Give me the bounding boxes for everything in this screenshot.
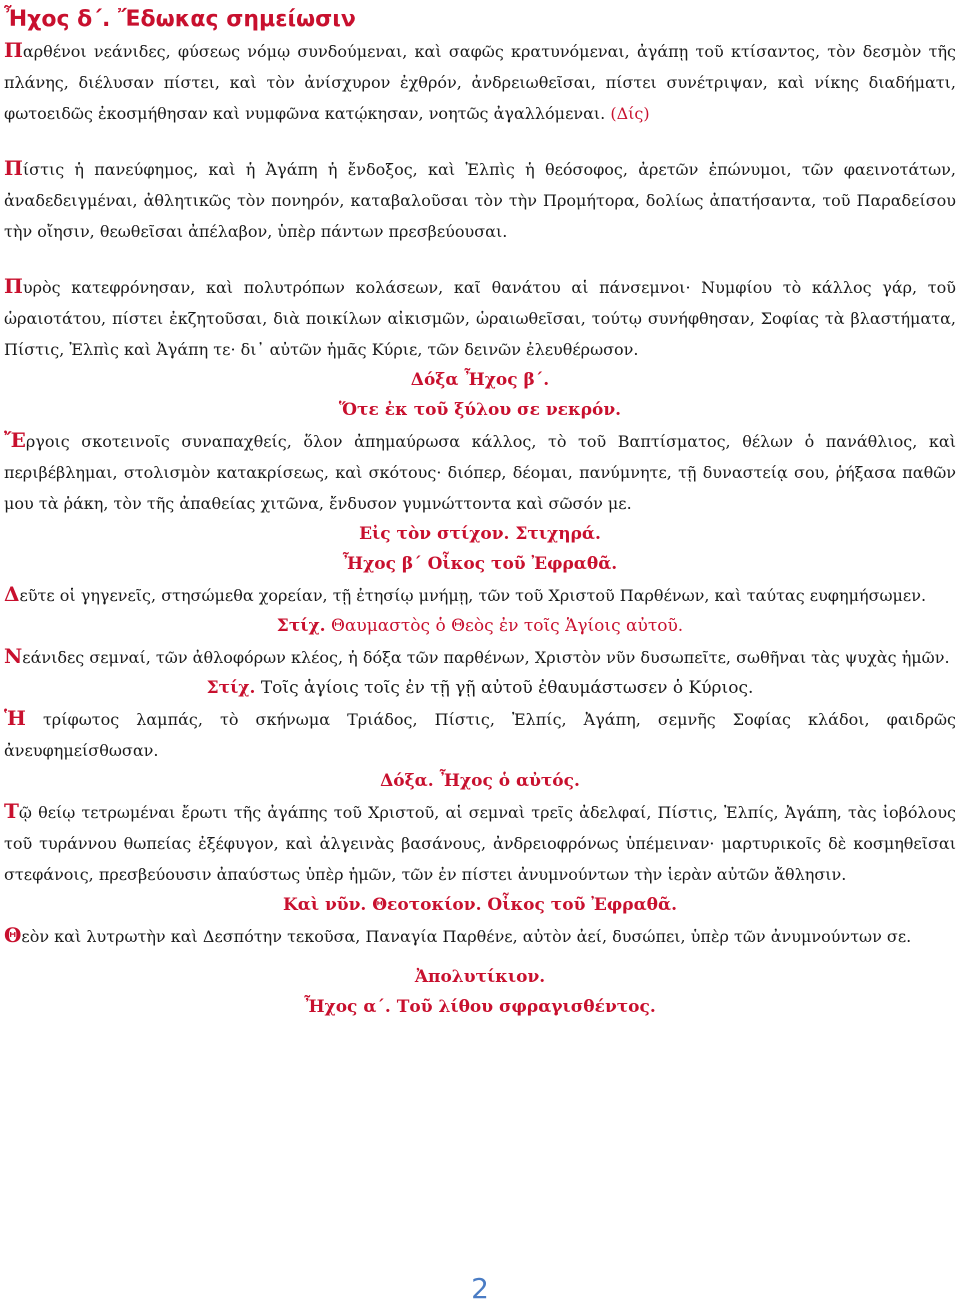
rubric-theotokion: Καὶ νῦν. Θεοτοκίον. Οἶκος τοῦ Ἐφραθᾶ. [282,895,677,915]
verse-line-1 [4,611,956,641]
paragraph-text: εὸν καὶ λυτρωτὴν καὶ Δεσπότην τεκοῦσα, Παναγία Παρθένε, αὐτὸν ἀεί, δυσώπει, ὑπὲρ τῶν ἀνυμνούντων σε. [21,927,912,946]
paragraph-text: εάνιδες σεμναί, τῶν ἀθλοφόρων κλέος, ἡ δόξα τῶν παρθένων, Χριστὸν νῦν δυσωπεῖτε, σωθῆναι τὰς ψυχὰς ἡμῶν. [22,648,950,667]
paragraph-text: ργοις σκοτεινοῖς συναπαχθείς, ὅλον ἀπημαύρωσα κάλλος, τὸ τοῦ Βαπτίσματος, θέλων ὁ πανάθλιος, καὶ περιβέβλημαι, στολισμὸν κατακρίσεως, καὶ σκότους· διόπερ, δέομαι, πανύμνητε, τῇ δυναστείᾳ σου, ῥήξασα παθῶν μου τὰ ῥάκη, τὸν τῆς ἀπαθείας χιτῶνα, ἔνδυσον γυμνώττοντα καὶ σῶσόν με. [4,432,956,513]
repeat-marker: (Δίς) [610,104,650,123]
drop-initial: Π [4,156,23,180]
hymn-paragraph-9 [4,920,956,952]
hymn-paragraph-6 [4,641,956,673]
hymn-paragraph-3 [4,271,956,365]
paragraph-text: αρθένοι νεάνιδες, φύσεως νόμῳ συνδούμεναι, καὶ σαφῶς κρατυνόμεναι, ἀγάπῃ τοῦ κτίσαντος, τὸν δεσμὸν τῆς πλάνης, διέλυσαν πίστει, καὶ τὸν ἀνίσχυρον ἐχθρόν, ἀνδρειωθεῖσαι, πίστει συνέτριψαν, καὶ νίκης διαδήματι, φωτοειδῶς ἐκοσμήθησαν καὶ νυμφῶνα κατῴκησαν, νοητῶς ἀγαλλόμεναι. [4,42,956,123]
rubric-doxa: Δόξα Ἦχος β΄. [410,370,550,390]
verse-label: Στίχ. [206,678,256,698]
hymn-paragraph-8 [4,796,956,890]
paragraph-text: ίστις ἡ πανεύφημος, καὶ ἡ Ἀγάπη ἡ ἔνδοξος, καὶ Ἐλπὶς ἡ θεόσοφος, ἀρετῶν ἐπώνυμοι, τῶν φαεινοτάτων, ἀναδεδειγμέναι, ἀθλητικῶς τὸν πονηρόν, καταβαλοῦσαι τὸν τὴν Προμήτορα, δολίως ἀπατήσαντα, τοῦ Παραδείσου τὴν οἴησιν, θεωθεῖσαι ἀπέλαβον, ὑπὲρ πάντων πρεσβεύουσαι. [4,160,956,241]
hymn-paragraph-7 [4,703,956,766]
rubric-apolytikion-tone: Ἦχος α΄. Τοῦ λίθου σφραγισθέντος. [304,997,656,1017]
page-number: 2 [471,1272,489,1305]
rubric-stichera: Εἰς τὸν στίχον. Στιχηρά. [359,524,601,544]
drop-initial: Ἔ [4,428,26,452]
hymn-paragraph-1 [4,35,956,129]
rubric-apolytikion: Ἀπολυτίκιον. [414,967,546,987]
rubric-doxa-2: Δόξα. Ἦχος ὁ αὐτός. [380,771,580,791]
paragraph-text: εῦτε οἱ γηγενεῖς, στησώμεθα χορείαν, τῇ ἐτησίῳ μνήμῃ, τῶν τοῦ Χριστοῦ Παρθένων, καὶ ταύτας ευφημήσωμεν. [19,586,927,605]
drop-initial: Π [4,38,23,62]
drop-initial: Θ [4,923,22,947]
hymn-paragraph-2 [4,153,956,247]
rubric-melody: Ὅτε ἐκ τοῦ ξύλου σε νεκρόν. [338,400,622,420]
drop-initial: Ἡ [4,706,26,730]
verse-text: Τοῖς ἁγίοις τοῖς ἐν τῇ γῇ αὐτοῦ ἐθαυμάστωσεν ὁ Κύριος. [260,678,754,698]
paragraph-text: τρίφωτος λαμπάς, τὸ σκήνωμα Τριάδος, Πίστις, Ἐλπίς, Ἀγάπη, σεμνῆς Σοφίας κλάδοι, φαιδρῶς ἀνευφημείσθωσαν. [4,710,956,760]
hymn-paragraph-4 [4,425,956,519]
drop-initial: Π [4,274,23,298]
drop-initial: Ν [4,644,23,668]
hymn-heading: Ἦχος δ΄. Ἔδωκας σημείωσιν [4,7,356,32]
paragraph-text: ῷ θείῳ τετρωμέναι ἔρωτι τῆς ἀγάπης τοῦ Χριστοῦ, αἱ σεμναὶ τρεῖς ἀδελφαί, Πίστις, Ἐλπίς, Ἀγάπη, τὰς ἰοβόλους τοῦ τυράννου θωπείας ἐξέφυγον, καὶ ἀλγεινὰς βασάνους, ἀνδρειοφρόνως ὑπέμειναν· μαρτυρικοῖς δὲ κοσμηθεῖσαι στεφάνοις, πρεσβεύουσιν ἀπαύστως ὑπὲρ ἡμῶν, τῶν ἐν πίστει ἀνυμνούντων τὴν ἱερὰν αὐτῶν ἄθλησιν. [4,803,956,884]
paragraph-text: υρὸς κατεφρόνησαν, καὶ πολυτρόπων κολάσεων, καῖ θανάτου αἱ πάνσεμνοι· Νυμφίου τὸ κάλλος γάρ, τοῦ ὡραιοτάτου, πίστει ἐκζητοῦσαι, διὰ ποικίλων αἰκισμῶν, ὡραιωθεῖσαι, τούτῳ συνήφθησαν, Σοφίας τὰ βλαστήματα, Πίστις, Ἐλπὶς καὶ Ἀγάπη τε· δι᾽ αὐτῶν ἡμᾶς Κύριε, τῶν δεινῶν ἐλευθέρωσον. [4,278,956,359]
verse-label: Στίχ. [276,616,326,636]
drop-initial: Δ [4,582,20,606]
drop-initial: Τ [4,799,19,823]
rubric-tone: Ἦχος β΄ Οἶκος τοῦ Ἐφραθᾶ. [342,554,618,574]
hymn-paragraph-5 [4,579,956,611]
verse-line-2 [4,673,956,703]
verse-text: Θαυμαστὸς ὁ Θεὸς ἐν τοῖς Ἁγίοις αὐτοῦ. [331,616,684,636]
